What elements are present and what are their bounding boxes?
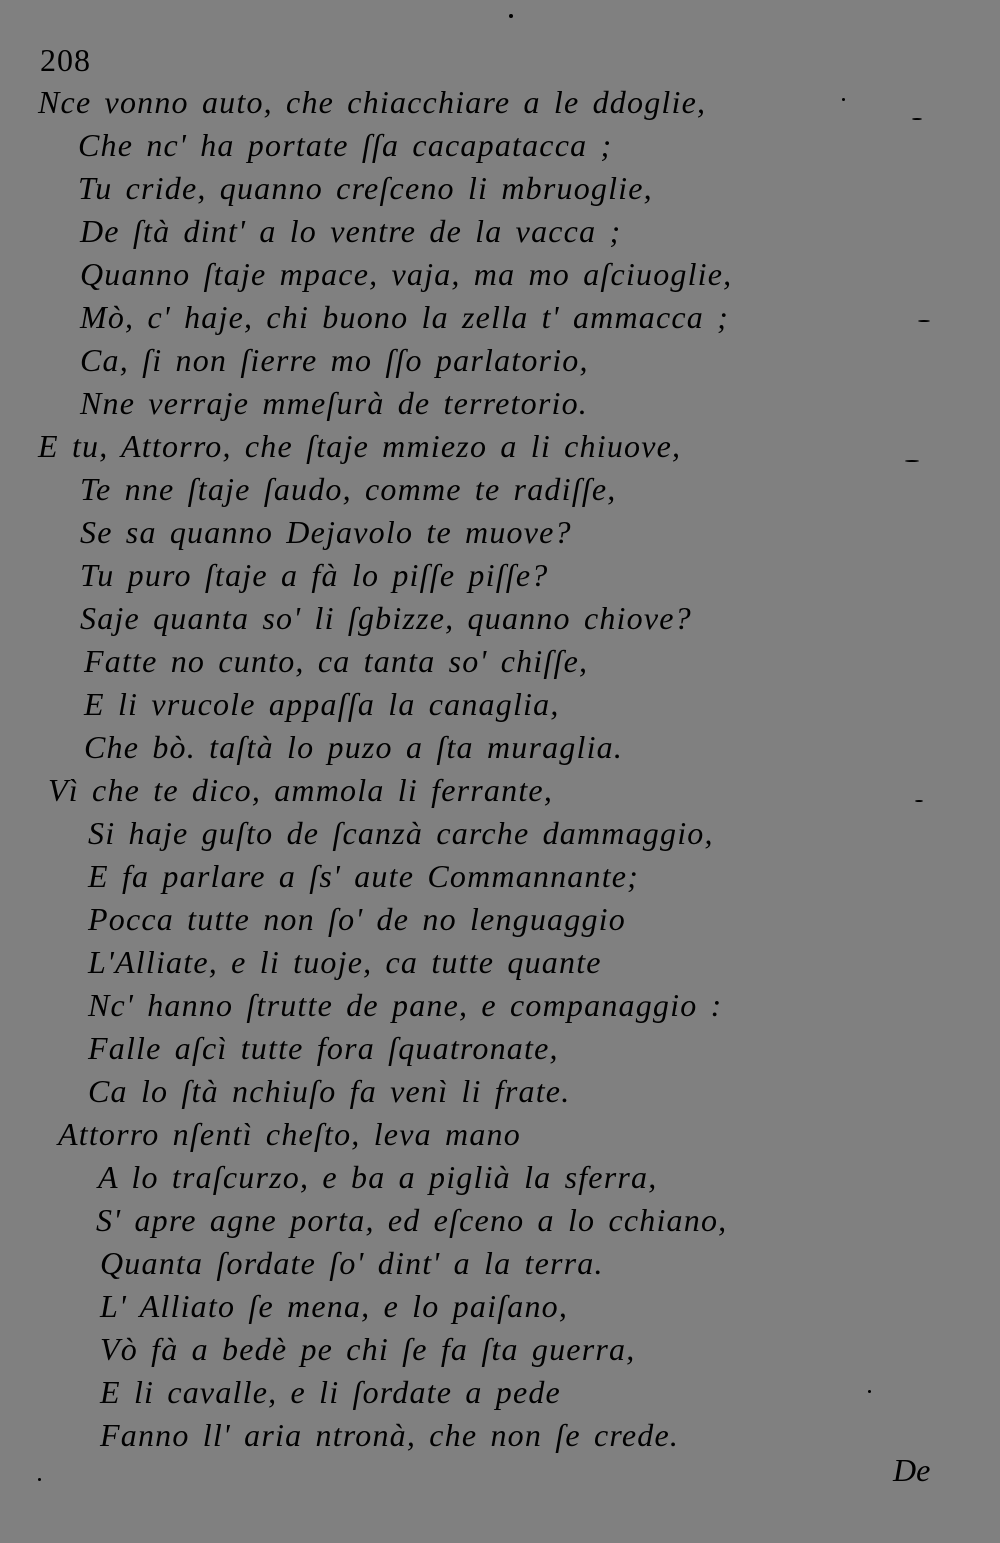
verse-line: Tu cride, quanno creſceno li mbruoglie, bbox=[78, 170, 653, 206]
verse-line: Nce vonno auto, che chiacchiare a le ddoglie, bbox=[38, 84, 707, 120]
verse-line: L' Alliato ſe mena, e lo paiſano, bbox=[100, 1288, 569, 1324]
verse-line: Si haje guſto de ſcanzà carche dammaggio, bbox=[88, 815, 714, 851]
ink-speck bbox=[915, 800, 923, 802]
verse-line: E tu, Attorro, che ſtaje mmiezo a li chiuove, bbox=[38, 428, 682, 464]
verse-line: A lo traſcurzo, e ba a piglià la sferra, bbox=[98, 1159, 658, 1195]
verse-line: Nne verraje mmeſurà de terretorio. bbox=[80, 385, 588, 421]
verse-line: Pocca tutte non ſo' de no lenguaggio bbox=[88, 901, 626, 937]
verse-line: Quanno ſtaje mpace, vaja, ma mo aſciuoglie, bbox=[80, 256, 733, 292]
ink-speck bbox=[842, 98, 845, 101]
ink-speck bbox=[38, 1478, 41, 1481]
verse-line: Ca lo ſtà nchiuſo fa venì li frate. bbox=[88, 1073, 571, 1109]
verse-line: Se sa quanno Dejavolo te muove? bbox=[80, 514, 572, 550]
verse-line: Mò, c' haje, chi buono la zella t' ammacca ; bbox=[80, 299, 730, 335]
verse-line: Fatte no cunto, ca tanta so' chiſſe, bbox=[84, 643, 589, 679]
verse-line: Falle aſcì tutte fora ſquatronate, bbox=[88, 1030, 559, 1066]
verse-line: Vì che te dico, ammola li ferrante, bbox=[48, 772, 554, 808]
page-number: 208 bbox=[40, 42, 91, 78]
ink-speck bbox=[912, 118, 922, 120]
verse-line: Nc' hanno ſtrutte de pane, e companaggio : bbox=[88, 987, 723, 1023]
ink-speck bbox=[918, 320, 930, 322]
verse-line: L'Alliate, e li tuoje, ca tutte quante bbox=[88, 944, 602, 980]
verse-line: Saje quanta so' li ſgbizze, quanno chiove? bbox=[80, 600, 692, 636]
ink-speck bbox=[905, 460, 919, 462]
verse-line: Attorro nſentì cheſto, leva mano bbox=[58, 1116, 521, 1152]
verse-line: Ca, ſi non ſierre mo ſſo parlatorio, bbox=[80, 342, 589, 378]
verse-line: Che nc' ha portate ſſa cacapatacca ; bbox=[78, 127, 613, 163]
verse-line: De ſtà dint' a lo ventre de la vacca ; bbox=[80, 213, 622, 249]
verse-line: E li vrucole appaſſa la canaglia, bbox=[84, 686, 560, 722]
verse-line: S' apre agne porta, ed eſceno a lo cchiano, bbox=[96, 1202, 728, 1238]
verse-line: Tu puro ſtaje a fà lo piſſe piſſe? bbox=[80, 557, 549, 593]
verse-line: Vò fà a bedè pe chi ſe fa ſta guerra, bbox=[100, 1331, 636, 1367]
verse-line: Che bò. taſtà lo puzo a ſta muraglia. bbox=[84, 729, 624, 765]
catchword: De bbox=[893, 1452, 931, 1488]
verse-line: Quanta ſordate ſo' dint' a la terra. bbox=[100, 1245, 604, 1281]
verse-line: E fa parlare a ſs' aute Commannante; bbox=[88, 858, 640, 894]
ink-speck bbox=[868, 1390, 871, 1393]
ink-speck bbox=[509, 14, 513, 18]
verse-line: E li cavalle, e li ſordate a pede bbox=[100, 1374, 561, 1410]
verse-line: Fanno ll' aria ntronà, che non ſe crede. bbox=[100, 1417, 680, 1453]
verse-line: Te nne ſtaje ſaudo, comme te radiſſe, bbox=[80, 471, 617, 507]
